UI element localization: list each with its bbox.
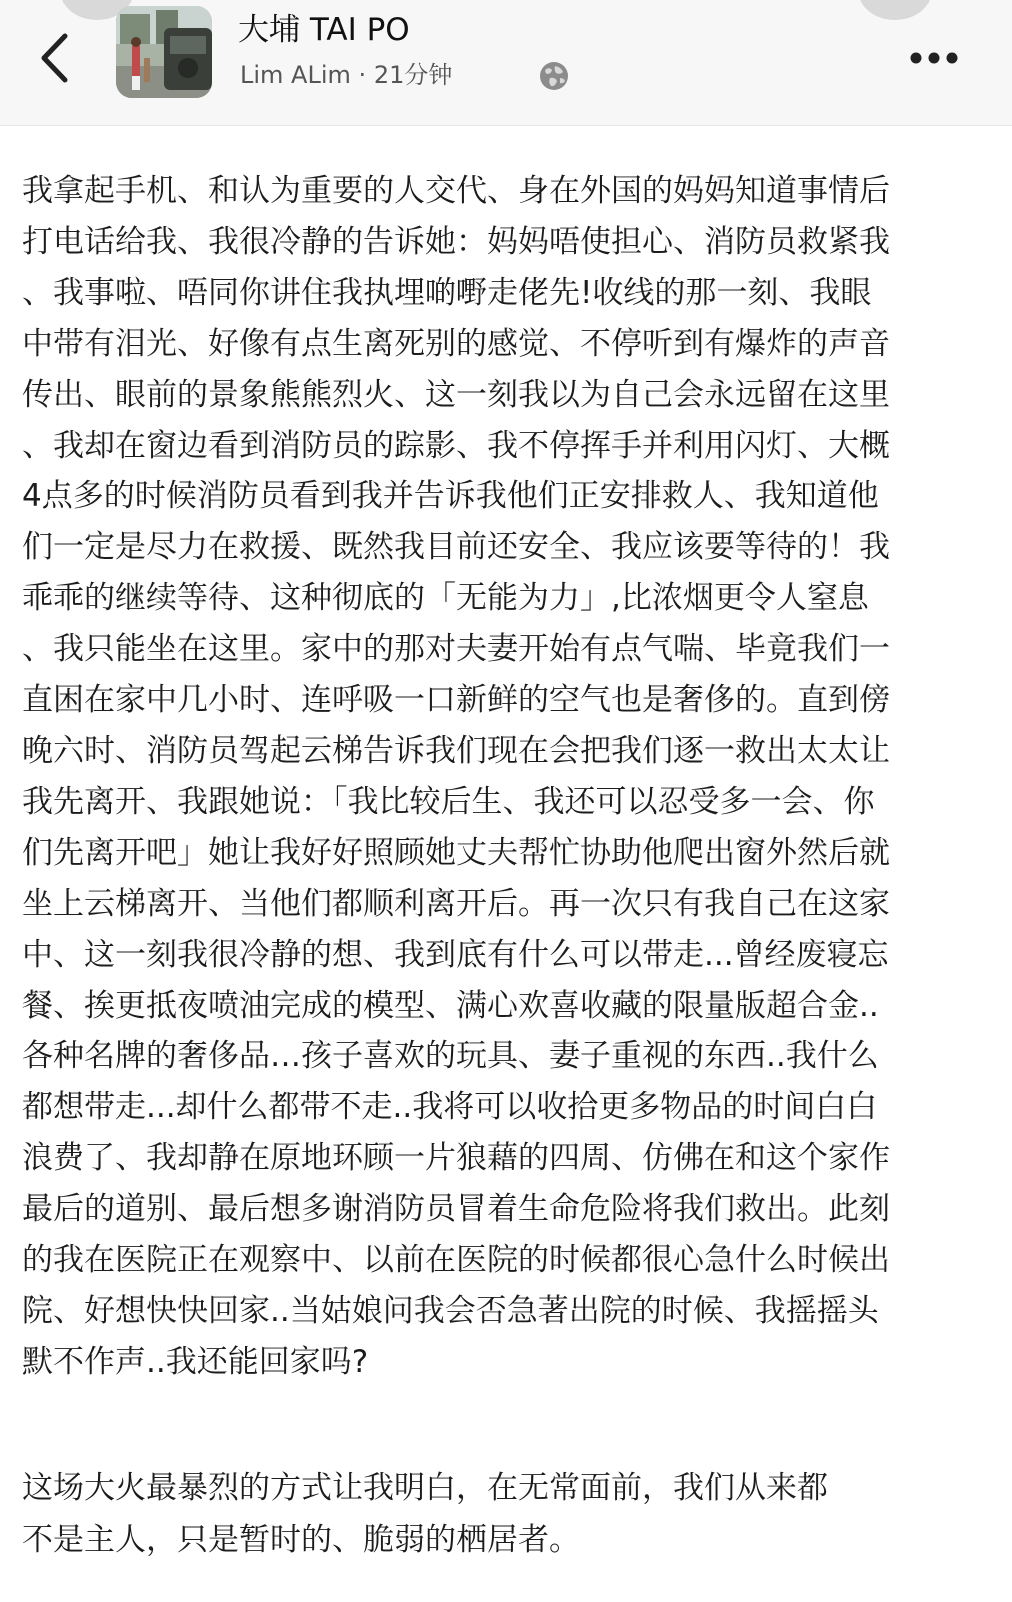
post-text-line: 不是主人，只是暂时的、脆弱的栖居者。 <box>22 1522 580 1558</box>
post-text-line: 中、这一刻我很冷静的想、我到底有什么可以带走...曾经废寝忘 <box>22 936 889 973</box>
post-text-line: 打电话给我、我很冷静的告诉她：妈妈唔使担心、消防员救紧我 <box>22 223 890 260</box>
post-text-line: 、我只能坐在这里。家中的那对夫妻开始有点气喘、毕竟我们一 <box>22 631 890 668</box>
post-text-line: 最后的道别、最后想多谢消防员冒着生命危险将我们救出。此刻 <box>22 1191 890 1228</box>
more-options-button[interactable] <box>906 38 962 78</box>
post-text-line: 餐、挨更抵夜喷油完成的模型、满心欢喜收藏的限量版超合金.. <box>22 987 879 1024</box>
post-text-line: 这场大火最暴烈的方式让我明白，在无常面前，我们从来都 <box>22 1470 828 1506</box>
author-name[interactable]: Lim ALim <box>240 61 351 89</box>
post-text-line: 中带有泪光、好像有点生离死别的感觉、不停听到有爆炸的声音 <box>22 325 890 362</box>
group-title[interactable]: 大埔 TAI PO <box>238 12 410 48</box>
group-avatar[interactable] <box>116 6 212 98</box>
post-text-line: 各种名牌的奢侈品…孩子喜欢的玩具、妻子重视的东西..我什么 <box>22 1038 879 1075</box>
post-closing-paragraph <box>22 1462 972 1566</box>
more-horizontal-icon <box>909 51 959 65</box>
post-text-line: 4点多的时候消防员看到我并告诉我他们正安排救人、我知道他 <box>22 478 879 515</box>
post-time: 21分钟 <box>373 61 453 89</box>
globe-icon <box>538 60 570 92</box>
post-text-line: 坐上云梯离开、当他们都顺利离开后。再一次只有我自己在这家 <box>22 885 890 922</box>
post-text-line: 我拿起手机、和认为重要的人交代、身在外国的妈妈知道事情后 <box>22 173 890 209</box>
post-body <box>22 166 972 1388</box>
back-button[interactable] <box>28 26 80 90</box>
avatar-photo <box>116 6 212 98</box>
post-text-line: 的我在医院正在观察中、以前在医院的时候都很心急什么时候出 <box>22 1242 890 1279</box>
post-text-line: 晚六时、消防员驾起云梯告诉我们现在会把我们逐一救出太太让 <box>22 732 890 769</box>
post-header <box>0 0 1012 126</box>
post-text-line: 我先离开、我跟她说：「我比较后生、我还可以忍受多一会、你 <box>22 783 875 820</box>
post-text-line: 乖乖的继续等待、这种彻底的「无能为力」,比浓烟更令人窒息 <box>22 580 869 617</box>
top-edge-shadow <box>858 0 932 20</box>
post-text-line: 、我事啦、唔同你讲住我执埋啲嘢走佬先!收线的那一刻、我眼 <box>22 274 872 311</box>
post-text-line: 院、好想快快回家..当姑娘问我会否急著出院的时候、我摇摇头 <box>22 1292 879 1329</box>
post-text-line: 直困在家中几小时、连呼吸一口新鲜的空气也是奢侈的。直到傍 <box>22 682 890 719</box>
post-text-line: 都想带走...却什么都带不走..我将可以收拾更多物品的时间白白 <box>22 1089 878 1126</box>
post-meta <box>240 58 452 92</box>
post-text-line: 浪费了、我却静在原地环顾一片狼藉的四周、仿佛在和这个家作 <box>22 1140 890 1177</box>
post-text-line: 、我却在窗边看到消防员的踪影、我不停挥手并利用闪灯、大概 <box>22 427 890 464</box>
post-text-line: 传出、眼前的景象熊熊烈火、这一刻我以为自己会永远留在这里 <box>22 376 890 413</box>
post-text-line: 们先离开吧」她让我好好照顾她丈夫帮忙协助他爬出窗外然后就 <box>22 834 890 871</box>
meta-separator: · <box>358 61 367 89</box>
post-text-line: 们一定是尽力在救援、既然我目前还安全、我应该要等待的！我 <box>22 529 890 566</box>
post-text-line: 默不作声..我还能回家吗? <box>22 1343 369 1380</box>
chevron-left-icon <box>39 32 69 84</box>
